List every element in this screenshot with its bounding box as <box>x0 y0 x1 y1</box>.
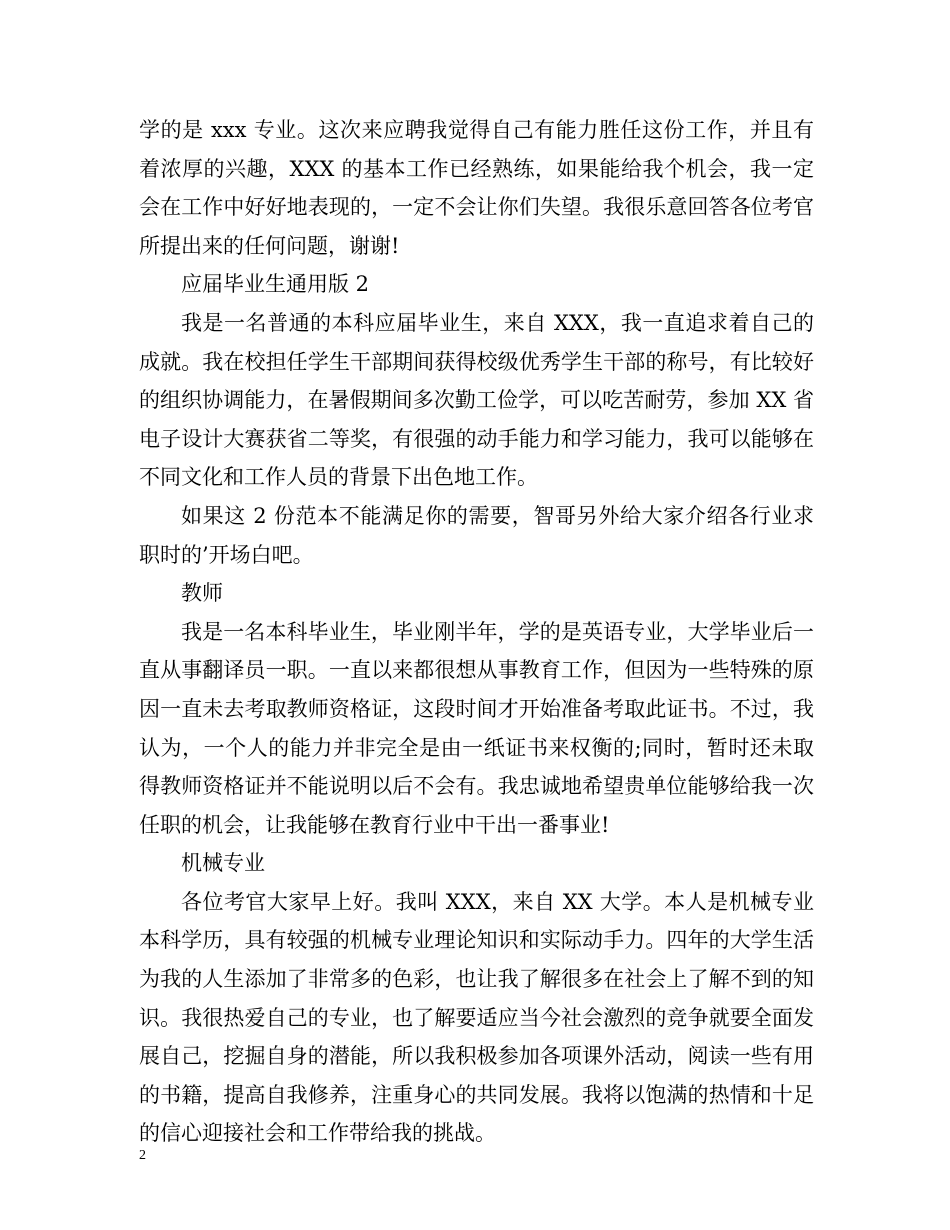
document-body <box>139 111 814 1153</box>
paragraph-transition: 如果这 2 份范本不能满足你的需要，智哥另外给大家介绍各行业求职时的’开场白吧。 <box>139 503 814 567</box>
section-heading-mechanical: 机械专业 <box>181 851 265 876</box>
paragraph-mechanical: 各位考官大家早上好。我叫 XXX，来自 XX 大学。本人是机械专业本科学历，具有较强的机械专业理论知识和实际动手力。四年的大学生活为我的人生添加了非常多的色彩，也让我了解很多在社会上了解不到的知识。我很热爱自己的专业，也了解要适应当今社会激烈的竞争就要全面发展自己，挖掘自身的潜能，所以我积极参加各项课外活动，阅读一些有用的书籍，提高自我修养，注重身心的共同发展。我将以饱满的热情和十足的信心迎接社会和工作带给我的挑战。 <box>139 889 814 1146</box>
section-heading-teacher: 教师 <box>181 581 223 606</box>
paragraph-teacher: 我是一名本科毕业生，毕业刚半年，学的是英语专业，大学毕业后一直从事翻译员一职。一直以来都很想从事教育工作，但因为一些特殊的原因一直未去考取教师资格证，这段时间才开始准备考取此证书。不过，我认为，一个人的能力并非完全是由一纸证书来权衡的;同时，暂时还未取得教师资格证并不能说明以后不会有。我忠诚地希望贵单位能够给我一次任职的机会，让我能够在教育行业中干出一番事业! <box>139 619 814 837</box>
paragraph-intro-continued: 学的是 xxx 专业。这次来应聘我觉得自己有能力胜任这份工作，并且有着浓厚的兴趣，XXX 的基本工作已经熟练，如果能给我个机会，我一定会在工作中好好地表现的，一定不会让你们失望。我很乐意回答各位考官所提出来的任何问题，谢谢! <box>139 118 814 258</box>
section-heading-graduate-v2: 应届毕业生通用版 2 <box>181 272 370 297</box>
page-number: 2 <box>139 1148 146 1163</box>
paragraph-graduate-v2: 我是一名普通的本科应届毕业生，来自 XXX，我一直追求着自己的成就。我在校担任学生干部期间获得校级优秀学生干部的称号，有比较好的组织协调能力，在暑假期间多次勤工俭学，可以吃苦耐劳，参加 XX 省电子设计大赛获省二等奖，有很强的动手能力和学习能力，我可以能够在不同文化和工作人员的背景下出色地工作。 <box>139 310 814 490</box>
